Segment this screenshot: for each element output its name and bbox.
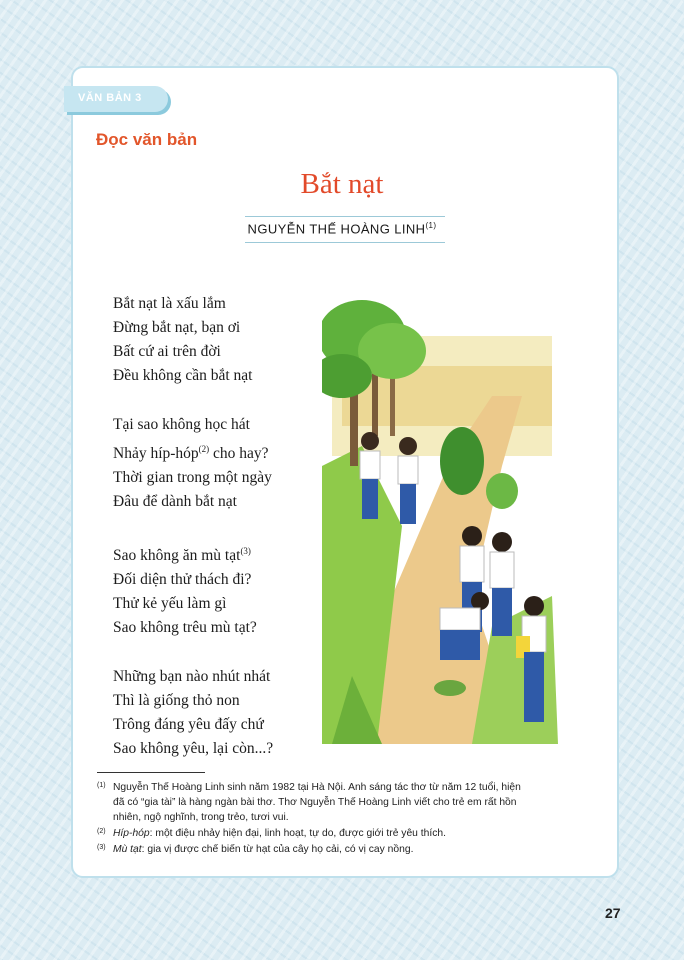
author-name: NGUYỄN THẾ HOÀNG LINH [247, 221, 426, 237]
stanza-3 [113, 539, 273, 640]
poem-line: Bất cứ ai trên đời [113, 343, 221, 360]
footnote-term: Híp-hóp [113, 828, 150, 839]
poem-line: Trông đáng yêu đấy chứ [113, 716, 264, 734]
footnote-text: : gia vị được chế biến từ hạt của cây họ cải, có vị cay nồng. [141, 844, 414, 855]
tag-label: VĂN BẢN 3 [78, 92, 142, 104]
poem-line-part: Nhảy híp-hóp [113, 445, 199, 463]
poem-line: Thời gian trong một ngày [113, 469, 272, 487]
girl-figure-2 [398, 437, 418, 524]
footnote-divider [97, 772, 205, 773]
poem-line: Đừng bắt nạt, bạn ơi [113, 319, 241, 336]
poem-line: Đều không cần bắt nạt [113, 367, 253, 384]
poem-line: Tại sao không học hát [113, 416, 250, 433]
section-title: Đọc văn bản [96, 130, 198, 149]
author-footnote-ref: (1) [425, 221, 437, 230]
footnote-3 [97, 842, 527, 857]
poem-line: Thử kẻ yếu làm gì [113, 595, 227, 613]
footnote-ref-3: (3) [240, 546, 251, 557]
footnotes [97, 780, 527, 858]
author-line [0, 221, 684, 236]
poem-line-part: cho hay? [213, 445, 269, 463]
title-rule-top [245, 216, 445, 217]
children-on-path-illustration [322, 296, 558, 744]
footnote-term: Mù tạt [113, 844, 142, 855]
text-label-tag [64, 86, 168, 112]
stanza-4 [113, 665, 273, 761]
poem-line: Thì là giống thỏ non [113, 692, 240, 710]
poem-line: Đối diện thử thách đi? [113, 571, 252, 589]
stanza-1 [113, 292, 273, 388]
footnote-1 [97, 780, 527, 825]
poem-line [113, 437, 273, 466]
footnote-text: : một điệu nhảy hiện đại, linh hoạt, tự do, được giới trẻ yêu thích. [149, 828, 446, 839]
poem-line: Sao không trêu mù tạt? [113, 619, 257, 637]
title-rule-bottom [245, 242, 445, 243]
footnote-text: Nguyễn Thế Hoàng Linh sinh năm 1982 tại Hà Nội. Anh sáng tác thơ từ năm 12 tuổi, hiện đã có “gia tài” là hàng ngàn bài thơ. Thơ Nguyễn Thế Hoàng Linh viết cho trẻ em rất hồn nhiên, ngộ nghĩnh, trong trẻo, tươi vui. [113, 782, 521, 823]
poem-line-part: Sao không ăn mù tạt [113, 547, 241, 565]
poem-line: Bắt nạt là xấu lắm [113, 295, 226, 312]
poem-title: Bắt nạt [300, 168, 384, 200]
footnote-number: (3) [97, 844, 106, 851]
poem-line: Sao không yêu, lại còn...? [113, 740, 274, 758]
footnote-2 [97, 826, 527, 841]
poem-line: Đâu để dành bắt nạt [113, 493, 237, 511]
footnote-number: (2) [97, 828, 106, 835]
page-number: 27 [605, 905, 621, 921]
stanza-2 [113, 413, 273, 514]
footnote-ref-2: (2) [198, 444, 210, 454]
poem-line: Những bạn nào nhút nhát [113, 668, 271, 686]
girl-figure [360, 432, 380, 519]
poem-body [113, 292, 273, 786]
footnote-number: (1) [97, 782, 106, 789]
poem-line [113, 539, 273, 568]
